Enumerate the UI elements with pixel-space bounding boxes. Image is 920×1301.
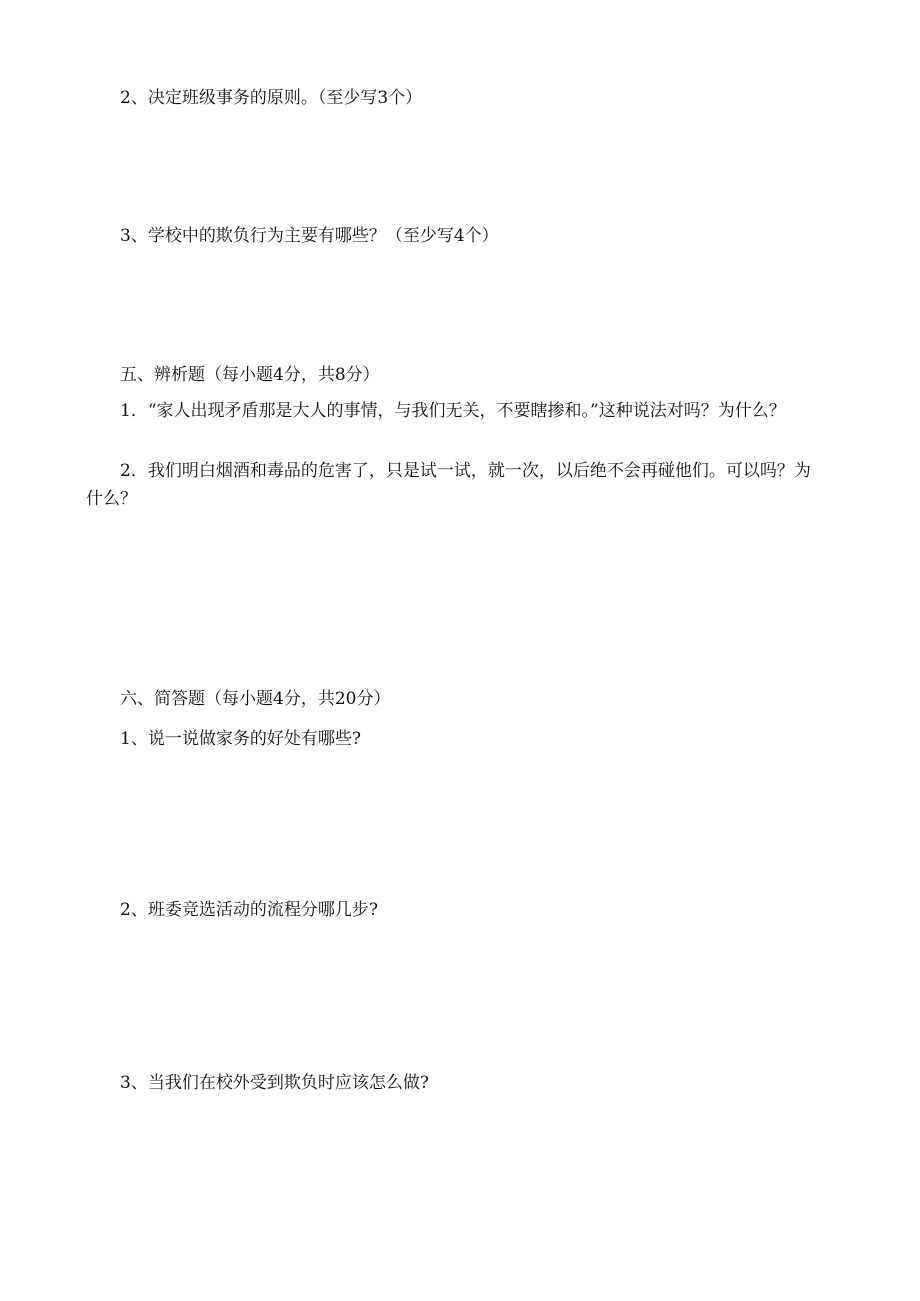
section-heading-analysis: 五、辨析题（每小题4分，共8分） [120,365,380,385]
section-heading-short-answer: 六、简答题（每小题4分，共20分） [120,689,391,709]
question-family-conflict: 1．“家人出现矛盾那是大人的事情，与我们无关，不要瞎掺和。”这种说法对吗？为什么？ [120,401,786,421]
question-decide-class-affairs-principles: 2、决定班级事务的原则。（至少写3个） [120,88,423,108]
question-housework-benefits: 1、说一说做家务的好处有哪些? [120,729,361,749]
question-class-committee-election-steps: 2、班委竞选活动的流程分哪几步? [120,900,378,920]
question-bullied-outside-school: 3、当我们在校外受到欺负时应该怎么做? [120,1073,429,1093]
question-school-bullying-behaviors: 3、学校中的欺负行为主要有哪些？（至少写4个） [120,226,499,246]
question-try-tobacco-alcohol-drugs: 2．我们明白烟酒和毒品的危害了，只是试一试，就一次，以后绝不会再碰他们。可以吗？为什么？ [86,461,811,509]
